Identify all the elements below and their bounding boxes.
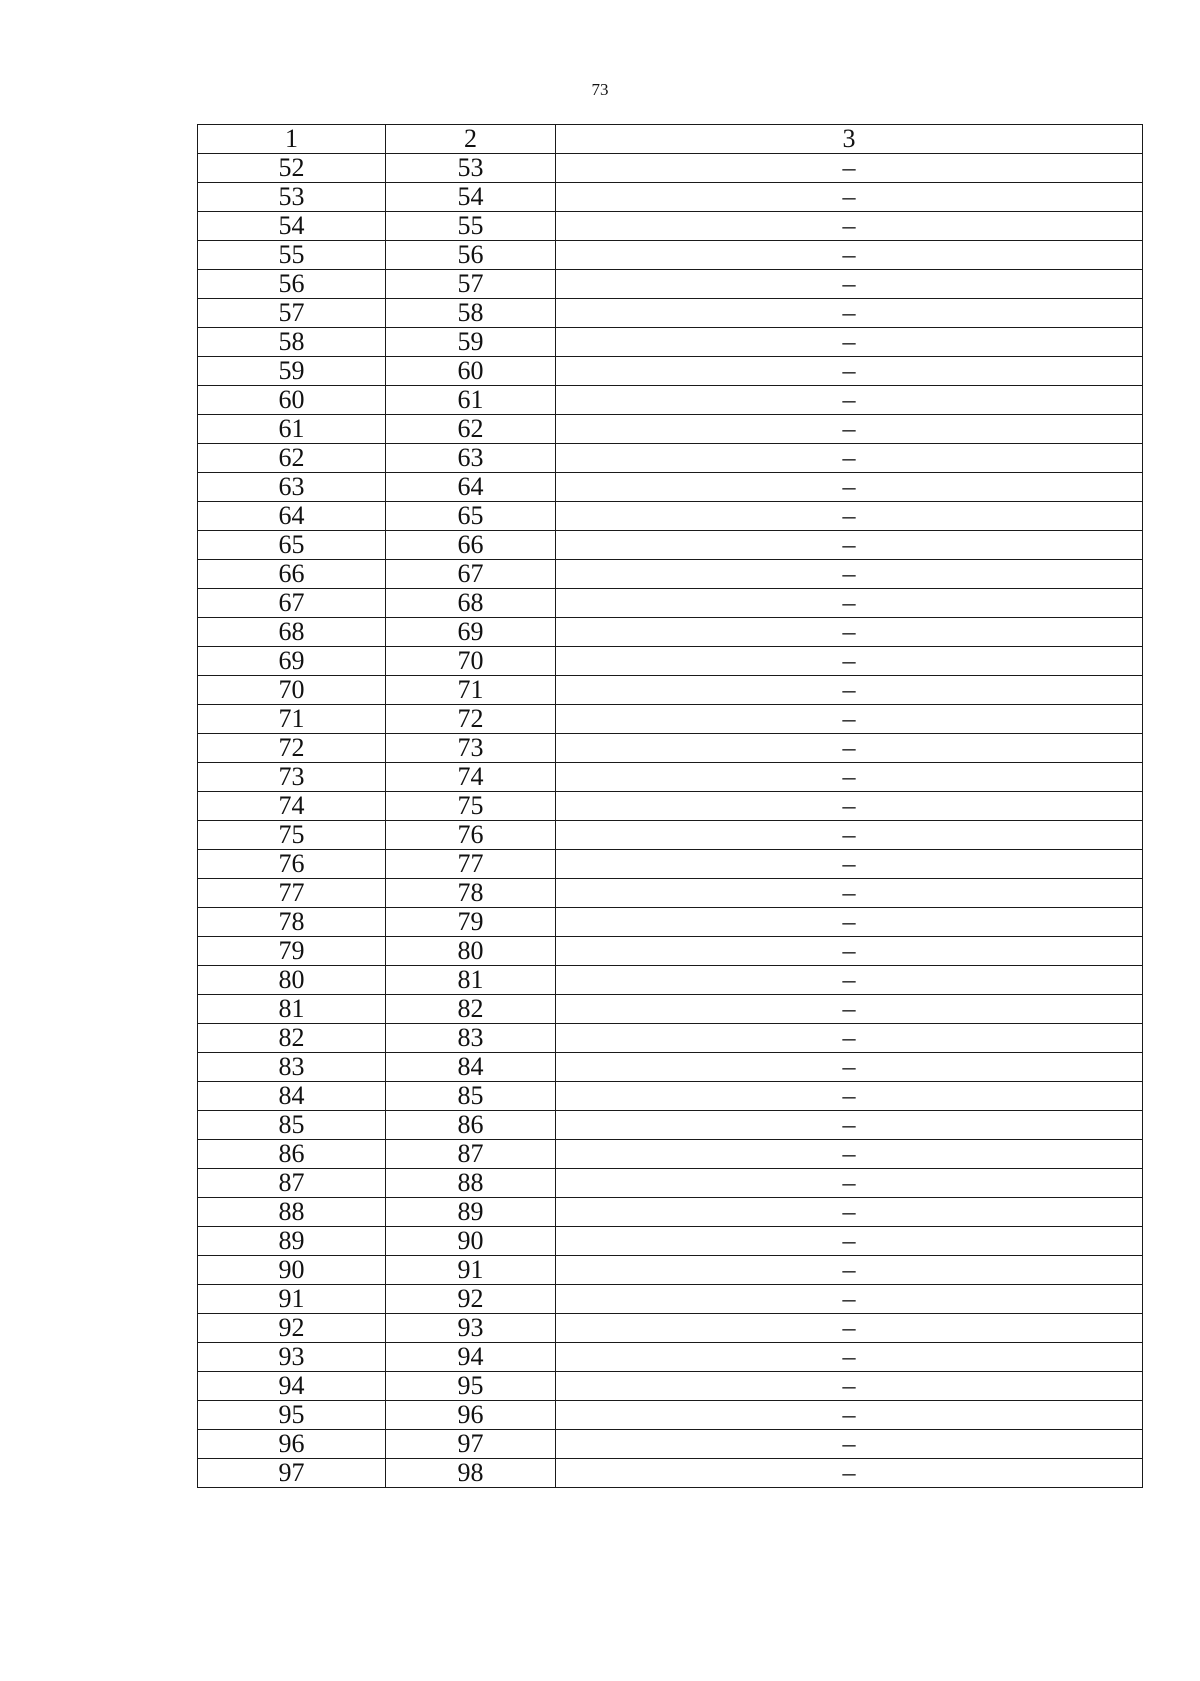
table-cell-col-3: –: [556, 792, 1143, 821]
table-row: [198, 415, 1143, 444]
table-cell-col-1: 70: [198, 676, 386, 705]
table-cell-col-1: 69: [198, 647, 386, 676]
table-row: [198, 618, 1143, 647]
table-cell-col-2: 59: [386, 328, 556, 357]
table-cell-col-1: 62: [198, 444, 386, 473]
table-cell-col-3: –: [556, 1343, 1143, 1372]
table-row: [198, 1140, 1143, 1169]
table-cell-col-2: 68: [386, 589, 556, 618]
table-cell-col-1: 97: [198, 1459, 386, 1488]
table-cell-col-3: –: [556, 328, 1143, 357]
table-cell-col-1: 89: [198, 1227, 386, 1256]
table-cell-col-3: –: [556, 821, 1143, 850]
table-row: [198, 1082, 1143, 1111]
table-cell-col-3: –: [556, 676, 1143, 705]
table-cell-col-1: 87: [198, 1169, 386, 1198]
table-cell-col-1: 76: [198, 850, 386, 879]
table-cell-col-3: –: [556, 1401, 1143, 1430]
table-row: [198, 386, 1143, 415]
table-cell-col-1: 96: [198, 1430, 386, 1459]
column-header-2: 2: [386, 125, 556, 154]
table-cell-col-3: –: [556, 1140, 1143, 1169]
table-row: [198, 502, 1143, 531]
table-row: [198, 560, 1143, 589]
table-cell-col-2: 53: [386, 154, 556, 183]
table-cell-col-3: –: [556, 763, 1143, 792]
table-cell-col-2: 85: [386, 1082, 556, 1111]
table-row: [198, 995, 1143, 1024]
table-row: [198, 647, 1143, 676]
table-cell-col-1: 61: [198, 415, 386, 444]
table-cell-col-3: –: [556, 212, 1143, 241]
table-cell-col-1: 75: [198, 821, 386, 850]
table-cell-col-2: 95: [386, 1372, 556, 1401]
table-cell-col-3: –: [556, 734, 1143, 763]
table-cell-col-1: 72: [198, 734, 386, 763]
table-cell-col-2: 60: [386, 357, 556, 386]
table-cell-col-3: –: [556, 1430, 1143, 1459]
table-row: [198, 1314, 1143, 1343]
table-row: [198, 531, 1143, 560]
table-row: [198, 183, 1143, 212]
table-cell-col-3: –: [556, 1198, 1143, 1227]
table-cell-col-1: 60: [198, 386, 386, 415]
table-cell-col-3: –: [556, 1459, 1143, 1488]
table-cell-col-2: 66: [386, 531, 556, 560]
table-row: [198, 1459, 1143, 1488]
table-row: [198, 357, 1143, 386]
table-cell-col-1: 56: [198, 270, 386, 299]
table-row: [198, 734, 1143, 763]
table-row: [198, 879, 1143, 908]
table-cell-col-1: 52: [198, 154, 386, 183]
table-cell-col-2: 79: [386, 908, 556, 937]
column-header-3: 3: [556, 125, 1143, 154]
table-row: [198, 792, 1143, 821]
table-cell-col-2: 75: [386, 792, 556, 821]
table-cell-col-2: 96: [386, 1401, 556, 1430]
table-cell-col-1: 53: [198, 183, 386, 212]
page-number: 73: [591, 80, 609, 99]
table-cell-col-1: 64: [198, 502, 386, 531]
column-header-1: 1: [198, 125, 386, 154]
table-row: [198, 966, 1143, 995]
data-table: [197, 124, 1143, 1488]
table-row: [198, 444, 1143, 473]
table-cell-col-3: –: [556, 1111, 1143, 1140]
table-cell-col-2: 57: [386, 270, 556, 299]
table-body: [198, 125, 1143, 1488]
table-cell-col-1: 92: [198, 1314, 386, 1343]
table-row: [198, 1111, 1143, 1140]
table-cell-col-2: 97: [386, 1430, 556, 1459]
table-cell-col-1: 55: [198, 241, 386, 270]
table-cell-col-2: 80: [386, 937, 556, 966]
table-cell-col-1: 86: [198, 1140, 386, 1169]
table-cell-col-2: 87: [386, 1140, 556, 1169]
table-row: [198, 908, 1143, 937]
table-cell-col-3: –: [556, 937, 1143, 966]
table-cell-col-2: 76: [386, 821, 556, 850]
table-cell-col-3: –: [556, 1024, 1143, 1053]
table-row: [198, 1285, 1143, 1314]
table-cell-col-1: 84: [198, 1082, 386, 1111]
table-cell-col-1: 67: [198, 589, 386, 618]
table-cell-col-3: –: [556, 1372, 1143, 1401]
table-cell-col-1: 74: [198, 792, 386, 821]
table-cell-col-2: 78: [386, 879, 556, 908]
table-row: [198, 821, 1143, 850]
table-cell-col-3: –: [556, 1053, 1143, 1082]
table-cell-col-1: 78: [198, 908, 386, 937]
table-cell-col-2: 83: [386, 1024, 556, 1053]
table-cell-col-1: 83: [198, 1053, 386, 1082]
table-row: [198, 1227, 1143, 1256]
table-cell-col-2: 86: [386, 1111, 556, 1140]
table-cell-col-3: –: [556, 531, 1143, 560]
table-cell-col-3: –: [556, 618, 1143, 647]
table-cell-col-3: –: [556, 473, 1143, 502]
table-cell-col-3: –: [556, 415, 1143, 444]
table-cell-col-1: 80: [198, 966, 386, 995]
table-cell-col-1: 88: [198, 1198, 386, 1227]
table-cell-col-3: –: [556, 1169, 1143, 1198]
table-cell-col-2: 56: [386, 241, 556, 270]
table-cell-col-3: –: [556, 241, 1143, 270]
table-cell-col-2: 71: [386, 676, 556, 705]
table-cell-col-3: –: [556, 560, 1143, 589]
table-cell-col-1: 85: [198, 1111, 386, 1140]
table-cell-col-2: 58: [386, 299, 556, 328]
table-cell-col-3: –: [556, 183, 1143, 212]
table-cell-col-2: 90: [386, 1227, 556, 1256]
table-cell-col-2: 91: [386, 1256, 556, 1285]
table-cell-col-2: 88: [386, 1169, 556, 1198]
table-cell-col-3: –: [556, 386, 1143, 415]
table-cell-col-1: 58: [198, 328, 386, 357]
table-cell-col-1: 63: [198, 473, 386, 502]
table-cell-col-2: 81: [386, 966, 556, 995]
table-cell-col-1: 93: [198, 1343, 386, 1372]
table-cell-col-2: 62: [386, 415, 556, 444]
table-row: [198, 589, 1143, 618]
table-cell-col-3: –: [556, 357, 1143, 386]
table-cell-col-1: 68: [198, 618, 386, 647]
table-row: [198, 473, 1143, 502]
table-row: [198, 1256, 1143, 1285]
table-row: [198, 212, 1143, 241]
table-cell-col-2: 61: [386, 386, 556, 415]
table-cell-col-1: 77: [198, 879, 386, 908]
table-row: [198, 1024, 1143, 1053]
table-row: [198, 850, 1143, 879]
table-cell-col-2: 55: [386, 212, 556, 241]
table-row: [198, 763, 1143, 792]
table-cell-col-3: –: [556, 444, 1143, 473]
table-cell-col-1: 91: [198, 1285, 386, 1314]
table-row: [198, 705, 1143, 734]
table-cell-col-2: 84: [386, 1053, 556, 1082]
table-cell-col-2: 93: [386, 1314, 556, 1343]
table-cell-col-2: 67: [386, 560, 556, 589]
table-row: [198, 154, 1143, 183]
table-cell-col-3: –: [556, 1227, 1143, 1256]
table-cell-col-2: 63: [386, 444, 556, 473]
table-cell-col-1: 59: [198, 357, 386, 386]
table-cell-col-2: 92: [386, 1285, 556, 1314]
table-row: [198, 676, 1143, 705]
table-header-row: [198, 125, 1143, 154]
table-row: [198, 1401, 1143, 1430]
table-cell-col-2: 82: [386, 995, 556, 1024]
table-row: [198, 937, 1143, 966]
table-cell-col-1: 57: [198, 299, 386, 328]
table-cell-col-1: 66: [198, 560, 386, 589]
table-cell-col-2: 54: [386, 183, 556, 212]
table-cell-col-2: 74: [386, 763, 556, 792]
table-row: [198, 1343, 1143, 1372]
table-row: [198, 299, 1143, 328]
table-cell-col-1: 82: [198, 1024, 386, 1053]
table-cell-col-2: 64: [386, 473, 556, 502]
table-cell-col-3: –: [556, 966, 1143, 995]
table-cell-col-3: –: [556, 647, 1143, 676]
table-row: [198, 1053, 1143, 1082]
table-cell-col-3: –: [556, 299, 1143, 328]
table-row: [198, 1198, 1143, 1227]
table-cell-col-1: 54: [198, 212, 386, 241]
table-row: [198, 270, 1143, 299]
table-cell-col-1: 81: [198, 995, 386, 1024]
table-cell-col-3: –: [556, 270, 1143, 299]
table-cell-col-2: 72: [386, 705, 556, 734]
table-cell-col-3: –: [556, 154, 1143, 183]
table-row: [198, 1372, 1143, 1401]
table-cell-col-2: 70: [386, 647, 556, 676]
table-cell-col-3: –: [556, 1082, 1143, 1111]
table-row: [198, 1430, 1143, 1459]
table-cell-col-3: –: [556, 1285, 1143, 1314]
table-cell-col-3: –: [556, 850, 1143, 879]
table-cell-col-3: –: [556, 1256, 1143, 1285]
table-row: [198, 241, 1143, 270]
table-cell-col-1: 90: [198, 1256, 386, 1285]
table-cell-col-2: 94: [386, 1343, 556, 1372]
table-cell-col-1: 79: [198, 937, 386, 966]
table-cell-col-1: 71: [198, 705, 386, 734]
table-cell-col-2: 98: [386, 1459, 556, 1488]
table-cell-col-2: 73: [386, 734, 556, 763]
table-cell-col-3: –: [556, 502, 1143, 531]
table-cell-col-3: –: [556, 705, 1143, 734]
table-cell-col-2: 89: [386, 1198, 556, 1227]
table-cell-col-2: 69: [386, 618, 556, 647]
table-row: [198, 1169, 1143, 1198]
table-cell-col-1: 65: [198, 531, 386, 560]
table-cell-col-2: 77: [386, 850, 556, 879]
table-cell-col-3: –: [556, 908, 1143, 937]
table-cell-col-3: –: [556, 995, 1143, 1024]
table-cell-col-2: 65: [386, 502, 556, 531]
table-cell-col-3: –: [556, 589, 1143, 618]
table-cell-col-1: 94: [198, 1372, 386, 1401]
table-cell-col-3: –: [556, 1314, 1143, 1343]
table-cell-col-1: 95: [198, 1401, 386, 1430]
table-cell-col-1: 73: [198, 763, 386, 792]
table-cell-col-3: –: [556, 879, 1143, 908]
table-row: [198, 328, 1143, 357]
